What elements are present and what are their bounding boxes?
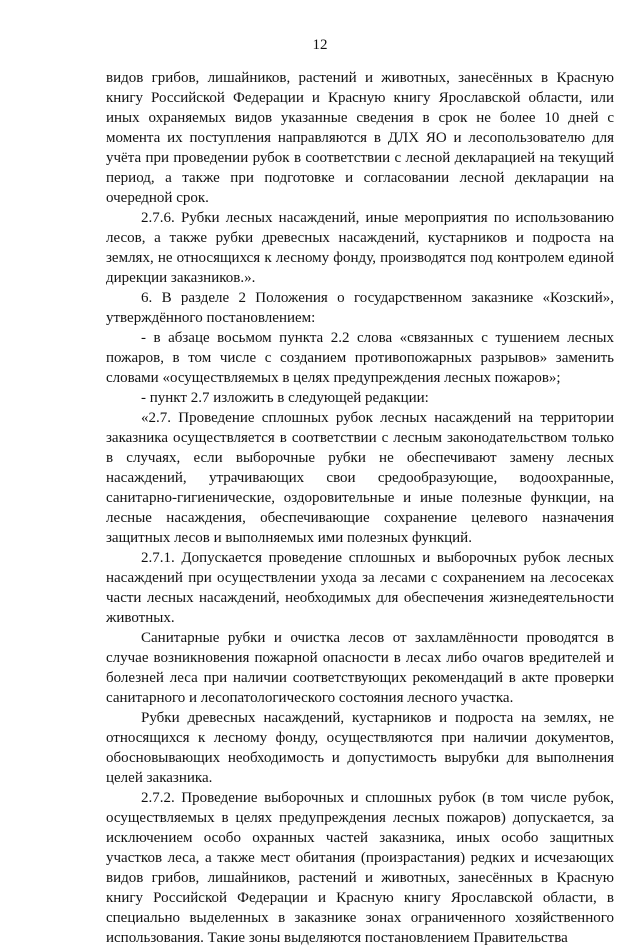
paragraph-2-7-2: 2.7.2. Проведение выборочных и сплошных рубок (в том числе рубок, осуществляемых в целях предупреждения лесных пожаров) допускается, за исключением особо охранных частей заказника, иных особо защитных участков леса, а также мест обитания (произрастания) редких и исчезающих видов грибов, лишайников, растений и животных, занесённых в Красную книгу Российской Федерации и Красную книгу Ярославской области, в специально выделенных в заказнике зонах ограниченного хозяйственного использования. Такие зоны выделяются постановлением Правительства: [106, 790, 614, 946]
paragraph-2-7: «2.7. Проведение сплошных рубок лесных насаждений на территории заказника осуществляется в соответствии с лесным законодательством только в случаях, если выборочные рубки не обеспечивают замену лесных насаждений, утрачивающих свои средообразующие, водоохранные, санитарно-гигиенические, оздоровительные и иные полезные функции, на лесные насаждения, обеспечивающие сохранение целевого назначения защитных лесов и выполняемых ими полезных функций.: [106, 410, 614, 546]
page-number: 12: [312, 37, 328, 53]
paragraph-amendment-2-7: - пункт 2.7 изложить в следующей редакции:: [141, 390, 429, 406]
paragraph-non-forest-lands: Рубки древесных насаждений, кустарников и подроста на землях, не относящихся к лесному фонду, осуществляются при наличии документов, обосновывающих необходимость и допустимость вырубки для выполнения целей заказника.: [106, 710, 614, 786]
paragraph-sanitary-cuttings: Санитарные рубки и очистка лесов от захламлённости проводятся в случае возникновения пожарной опасности в лесах либо очагов вредителей и болезней леса при наличии соответствующих рекомендаций в акте проверки санитарного и лесопатологического состояния лесного участка.: [106, 630, 614, 706]
paragraph-2-7-1: 2.7.1. Допускается проведение сплошных и выборочных рубок лесных насаждений при осуществлении ухода за лесами с сохранением на лесосеках части лесных насаждений, необходимых для обеспечения жизнедеятельности животных.: [106, 550, 614, 626]
paragraph-item-6: 6. В разделе 2 Положения о государственном заказнике «Козский», утверждённого постановлением:: [106, 290, 614, 326]
paragraph-continuation: видов грибов, лишайников, растений и животных, занесённых в Красную книгу Российской Федерации и Красную книгу Ярославской области, или иных охраняемых видов указанные сведения в срок не более 10 дней с момента их поступления направляются в ДЛХ ЯО и лесопользователю для учёта при проведении рубок в соответствии с лесной декларацией на текущий период, а также при подготовке и согласовании лесной декларации на очередной срок.: [106, 70, 614, 206]
document-body: [106, 68, 614, 948]
paragraph-amendment-2-2: - в абзаце восьмом пункта 2.2 слова «связанных с тушением лесных пожаров, в том числе с созданием противопожарных разрывов» заменить словами «осуществляемых в целях предупреждения лесных пожаров»;: [106, 330, 614, 386]
paragraph-2-7-6: 2.7.6. Рубки лесных насаждений, иные мероприятия по использованию лесов, а также рубки древесных насаждений, кустарников и подроста на землях, не относящихся к лесному фонду, производятся под контролем единой дирекции заказников.».: [106, 210, 614, 286]
